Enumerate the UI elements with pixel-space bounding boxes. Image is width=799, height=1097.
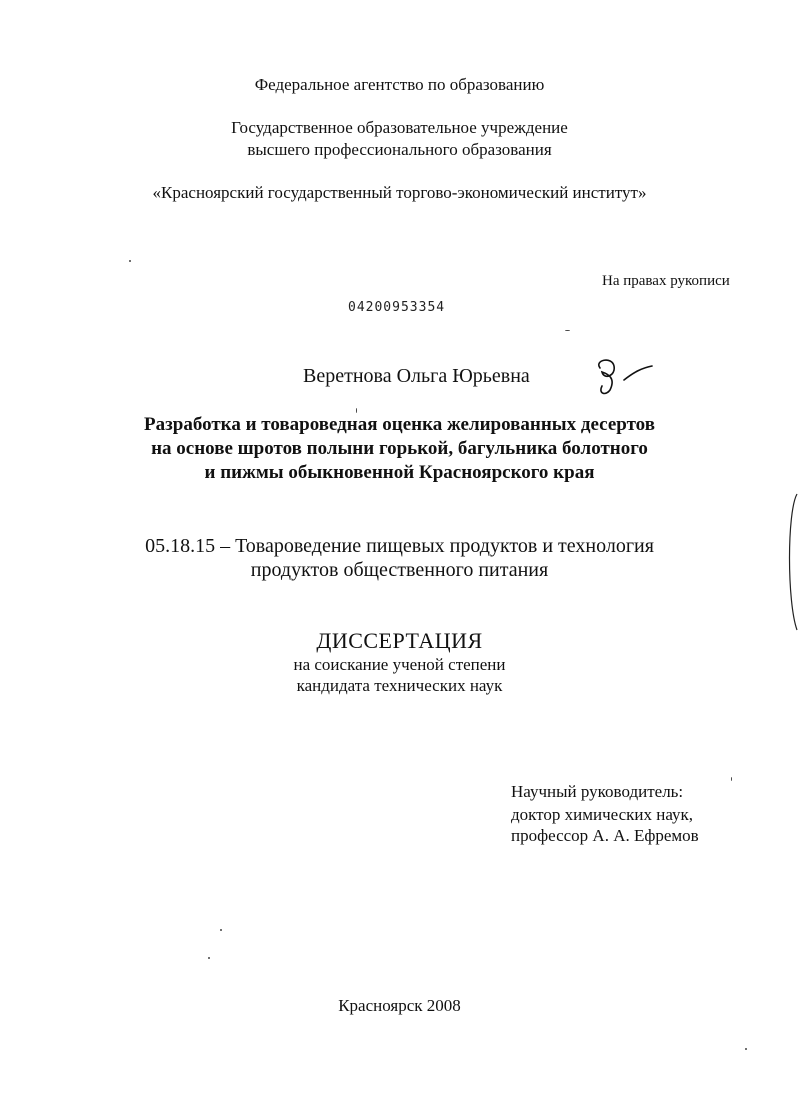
- institution-name: «Красноярский государственный торгово-экономический институт»: [152, 183, 647, 202]
- scan-speck: [565, 330, 570, 331]
- author-name: Веретнова Ольга Юрьевна: [303, 365, 530, 387]
- scan-speck: [220, 929, 222, 931]
- scan-bracket-mark: [783, 492, 799, 632]
- supervisor-degree: доктор химических наук,: [511, 805, 694, 824]
- degree-line2: кандидата технических наук: [296, 676, 503, 695]
- institution-type-line2: высшего профессионального образования: [247, 140, 552, 159]
- city-year: Красноярск 2008: [338, 996, 461, 1015]
- supervisor-name: профессор А. А. Ефремов: [511, 826, 699, 845]
- institution-type-line1: Государственное образовательное учреждение: [231, 118, 568, 137]
- rights-note: На правах рукописи: [602, 273, 730, 289]
- supervisor-label: Научный руководитель:: [511, 782, 684, 801]
- dissertation-title-line2: на основе шротов полыни горькой, багульника болотного: [151, 438, 648, 459]
- document-number: 04200953354: [348, 300, 446, 315]
- dissertation-title-line3: и пижмы обыкновенной Красноярского края: [204, 462, 595, 483]
- degree-line1: на соискание ученой степени: [293, 655, 506, 674]
- scan-speck: [745, 1048, 747, 1050]
- specialty-line2: продуктов общественного питания: [250, 559, 549, 581]
- document-type-heading: ДИССЕРТАЦИЯ: [316, 628, 483, 653]
- dissertation-title-line1: Разработка и товароведная оценка желированных десертов: [144, 414, 655, 435]
- specialty-line1: 05.18.15 – Товароведение пищевых продуктов и технология: [145, 535, 654, 557]
- scan-speck: [208, 957, 210, 959]
- scan-speck: [129, 260, 131, 262]
- agency-name: Федеральное агентство по образованию: [254, 75, 545, 94]
- signature-icon: [590, 354, 660, 399]
- scan-speck: [356, 408, 357, 413]
- scan-speck: [731, 777, 732, 781]
